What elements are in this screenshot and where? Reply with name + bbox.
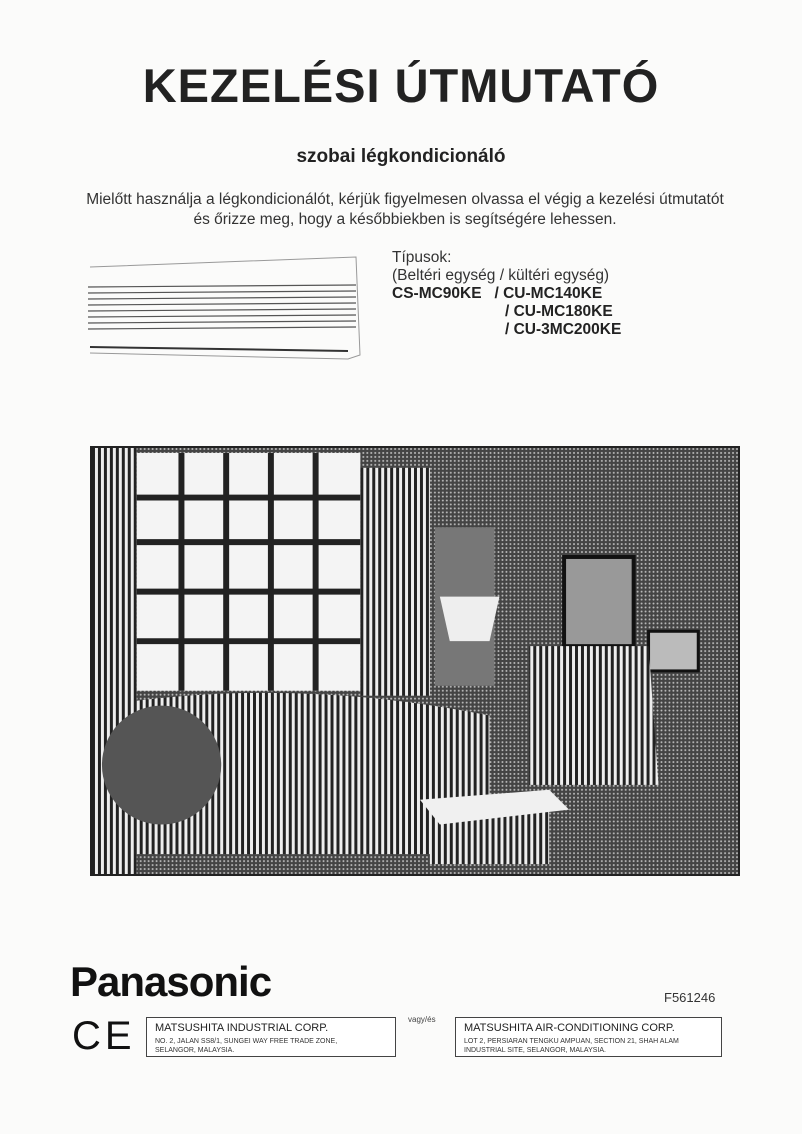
outdoor-model: / CU-MC140KE [494,285,603,302]
document-subtitle: szobai légkondicionáló [296,146,506,167]
intro-line: és őrizze meg, hogy a későbbiekben is segítségére lehessen. [193,211,617,228]
intro-text [40,190,770,230]
manufacturer-box [146,1017,396,1057]
document-title: KEZELÉSI ÚTMUTATÓ [142,59,660,112]
living-room-photo [90,446,740,876]
manufacturer-address: INDUSTRIAL SITE, SELANGOR, MALAYSIA. [464,1047,606,1054]
manufacturer-address: SELANGOR, MALAYSIA. [155,1047,235,1054]
manufacturer-name: MATSUSHITA AIR-CONDITIONING CORP. [464,1022,675,1034]
document-code: F561246 [664,990,716,1005]
indoor-model: CS-MC90KE [392,285,482,302]
types-label: Típusok: [392,249,452,266]
ce-mark: CE [72,1014,136,1058]
outdoor-model: / CU-3MC200KE [505,321,622,338]
manufacturer-address: NO. 2, JALAN SS8/1, SUNGEI WAY FREE TRADE ZONE, [155,1038,338,1045]
or-label: vagy/és [408,1015,436,1024]
panasonic-logo: Panasonic [70,958,272,1005]
indoor-unit-illustration [86,255,364,363]
manufacturer-address: LOT 2, PERSIARAN TENGKU AMPUAN, SECTION 21, SHAH ALAM [464,1038,679,1045]
types-subtitle: (Beltéri egység / kültéri egység) [392,267,610,284]
intro-line: Mielőtt használja a légkondicionálót, kérjük figyelmesen olvassa el végig a kezelési útmutatót [86,191,724,208]
model-types [392,249,621,339]
manufacturer-name: MATSUSHITA INDUSTRIAL CORP. [155,1022,329,1034]
outdoor-model: / CU-MC180KE [505,303,613,320]
manufacturer-box [455,1017,722,1057]
